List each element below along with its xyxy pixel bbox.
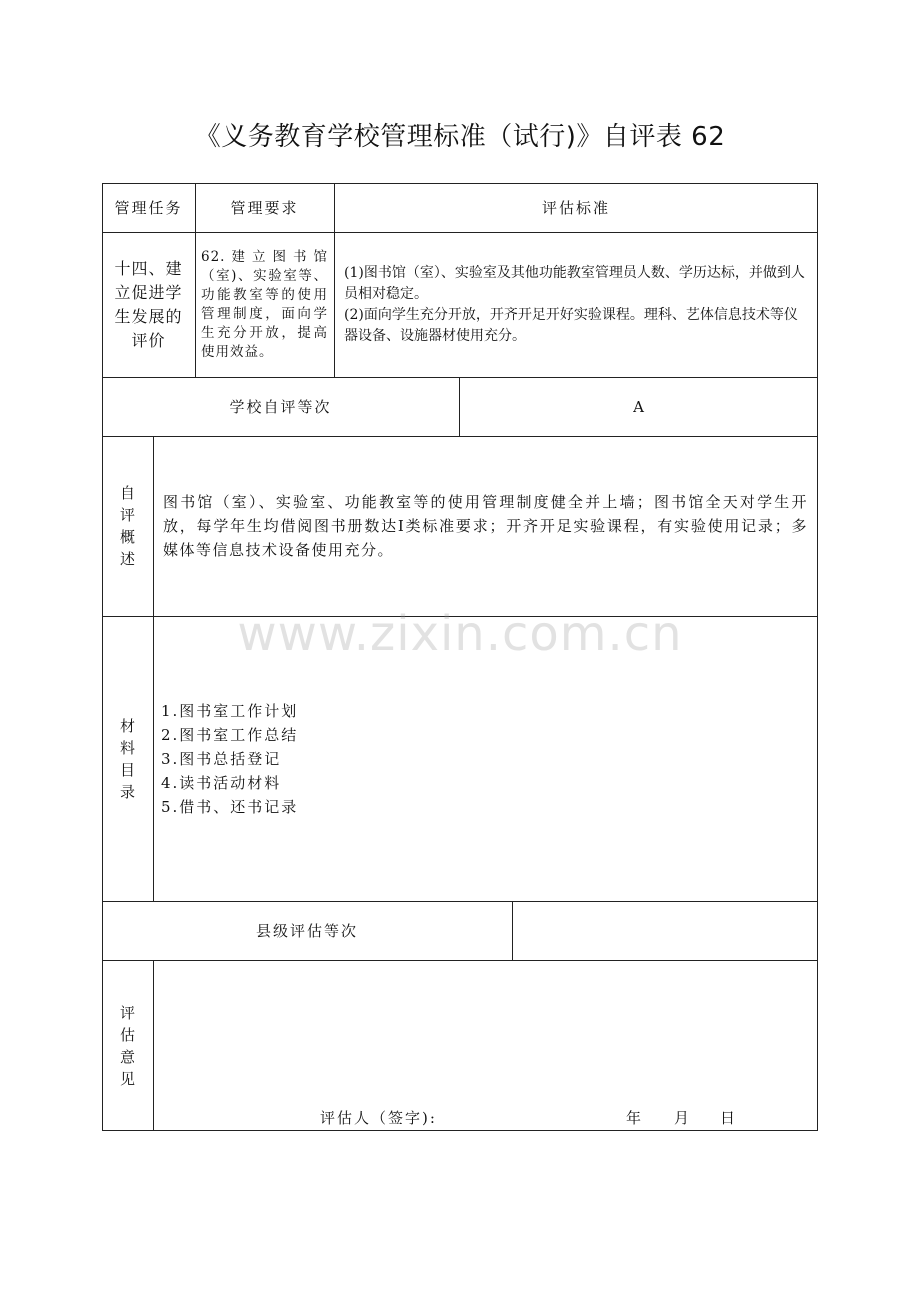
self-grade-label: 学校自评等次 — [229, 397, 332, 416]
date-day: 日 — [720, 1109, 736, 1127]
page-title: 《义务教育学校管理标准（试行)》自评表 62 — [194, 122, 726, 152]
requirement-cell — [195, 232, 334, 377]
materials-label: 材料目录 — [119, 716, 135, 801]
list-item: 4.读书活动材料 — [161, 773, 282, 792]
list-item: 2.图书室工作总结 — [161, 725, 299, 744]
standard-item-2: (2)面向学生充分开放，开齐开足开好实验课程。理科、艺体信息技术等仪器设备、设施器材使用充分。 — [344, 306, 798, 344]
date-year: 年 — [626, 1109, 642, 1127]
county-grade-label: 县级评估等次 — [255, 921, 358, 940]
opinion-label: 评估意见 — [119, 1003, 135, 1088]
opinion-label-cell — [102, 960, 153, 1131]
signature-label: 评估人（签字): — [320, 1109, 437, 1127]
self-grade-value: A — [633, 397, 644, 416]
header-task: 管理任务 — [114, 198, 183, 217]
summary-label-cell — [102, 436, 153, 616]
requirement-text: 62.建立图书馆（室)、实验室等、功能教室等的使用管理制度，面向学生充分开放，提高使用效益。 — [201, 248, 328, 360]
standard-item-1: (1)图书馆（室）、实验室及其他功能教室管理员人数、学历达标，并做到人员相对稳定。 — [344, 264, 805, 302]
materials-list — [161, 699, 298, 819]
header-standard: 评估标准 — [541, 198, 610, 217]
standard-cell — [334, 232, 818, 377]
summary-cell — [153, 436, 818, 616]
header-requirement: 管理要求 — [230, 198, 299, 217]
task-cell — [102, 232, 195, 377]
list-item: 1.图书室工作计划 — [161, 701, 299, 720]
list-item: 5.借书、还书记录 — [161, 797, 299, 816]
summary-label: 自评概述 — [119, 484, 135, 568]
date-month: 月 — [674, 1109, 690, 1127]
opinion-cell[interactable] — [153, 960, 818, 1131]
summary-text: 图书馆（室）、实验室、功能教室等的使用管理制度健全并上墙；图书馆全天对学生开放，每学年生均借阅图书册数达I类标准要求；开齐开足实验课程，有实验使用记录；多媒体等信息技术设备使用充分。 — [163, 493, 808, 559]
county-grade-value[interactable] — [512, 901, 818, 960]
task-text: 十四、建立促进学生发展的评价 — [114, 258, 183, 350]
watermark: www.zixin.com.cn — [237, 606, 683, 662]
list-item: 3.图书总括登记 — [161, 749, 282, 768]
